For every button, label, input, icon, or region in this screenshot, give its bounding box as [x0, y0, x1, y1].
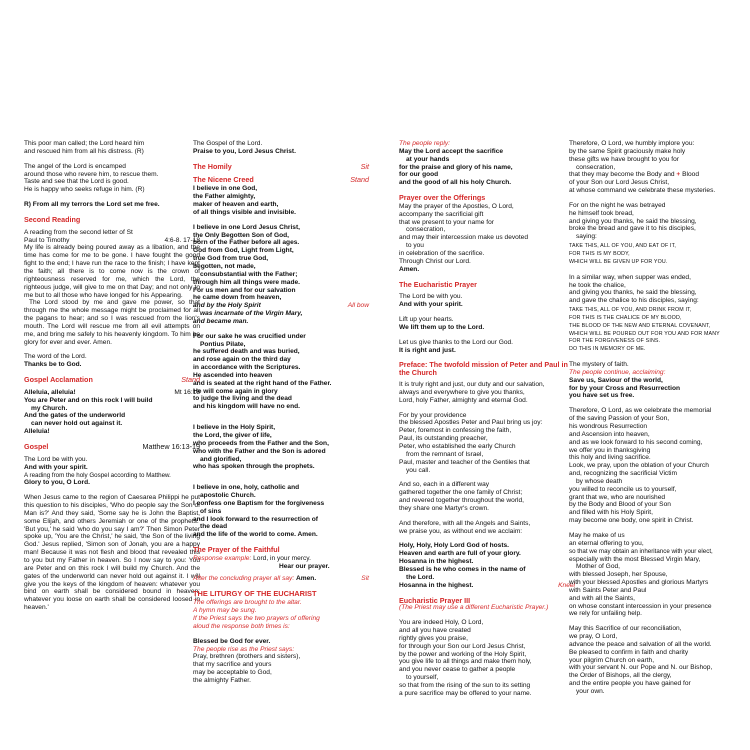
reading-citation [24, 229, 200, 245]
text-line: and the good of all his holy Church. [399, 179, 512, 187]
text-line: DO THIS IN MEMORY OF ME. [569, 346, 646, 353]
dialogue-response: And with your spirit. [24, 463, 88, 471]
acclamation-save-us [569, 377, 745, 401]
creed-paragraph-1 [193, 185, 369, 216]
reading-reference: 4:6-8. 17-18 [164, 236, 200, 244]
text-line: and glorified, [200, 455, 242, 463]
sign-of-cross-icon: + [676, 171, 681, 179]
text-line: who proceeds from the Father and the Son, [193, 439, 329, 447]
prayer-3-rubric: (The Priest may use a different Eucharistic Prayer.) [399, 604, 549, 612]
alleluia-reference: Mt 16:18 [174, 388, 200, 396]
text-line: who has spoken through the prophets. [193, 463, 315, 471]
text-line: Blessed is he who comes in the name of [399, 565, 526, 573]
prayer-3-heading: Eucharistic Prayer III [399, 595, 471, 605]
text-line: FOR THIS IS THE CHALICE OF MY BLOOD, [569, 314, 682, 321]
text-line: Pontius Pilate, [200, 340, 246, 348]
reading-paragraph-1: My life is already being poured away as a libation, and the time has come for me to be gone. I have fought the good fight to the end; I have run the race to the finish; I have kept the faith; all there is to come now is the crown of righteousness reserved for me, which the Lord, the righteous judge, will give to me on that Day; and not only to me but to all those who have longed for his Appearing. [24, 244, 200, 299]
institution-chalice [569, 274, 745, 305]
creed-incarnation [193, 310, 369, 326]
words-of-consecration-chalice [569, 307, 745, 354]
creed-paragraph-2 [193, 224, 369, 302]
institution-bread [569, 202, 745, 241]
text-line: This poor man called; the Lord heard him [24, 140, 145, 147]
text-line: and gave the chalice to his disciples, saying: [569, 297, 699, 305]
text-line: It is truly right and just, our duty and our salvation, [399, 381, 545, 389]
reading-source: A reading from the second letter of St Paul to Timothy [24, 228, 133, 244]
text-line: around those who revere him, to rescue them. [24, 170, 159, 178]
text-line: saying: [576, 233, 597, 241]
words-of-consecration-bread [569, 243, 745, 267]
text-line: by whose death [576, 477, 623, 485]
text-line: can never hold out against it. [31, 420, 123, 428]
text-line: and rose again on the third day [193, 356, 291, 364]
text-line: He will come again in glory [193, 387, 278, 395]
text-line: so that from the rising of the sun to its setting [399, 681, 531, 689]
text-line: TAKE THIS, ALL OF YOU, AND EAT OF IT, [569, 243, 677, 250]
creed-heading-row [193, 176, 369, 184]
text-line: your pilgrim Church on earth, [569, 656, 655, 664]
text-line: by the power and working of the Holy Spirit, [399, 650, 527, 658]
preface-paragraph-2 [399, 412, 575, 475]
text-line: I believe in the Holy Spirit, [193, 424, 276, 432]
text-line: Therefore, O Lord, we humbly implore you: [569, 140, 695, 147]
text-line: and revered together throughout the world, [399, 497, 524, 505]
text-line: I confess one Baptism for the forgiveness [193, 499, 325, 507]
text-line: through him all things were made. [193, 278, 300, 286]
gospel-heading: Gospel [24, 442, 49, 451]
text-line: I believe in one, holy, catholic and [193, 484, 300, 492]
text-line: in celebration of the sacrifice. [399, 249, 485, 257]
text-line: rightly gives you praise, [399, 634, 468, 642]
text-line: the Order of Bishops, all the clergy, [569, 672, 672, 680]
text-line: and became man. [193, 317, 249, 325]
text-line: you give life to all things and make them holy, [399, 658, 532, 666]
after-prayer-rubric: After the concluding prayer all say: [193, 574, 295, 582]
people-reply-rubric: The people reply: [399, 140, 450, 147]
text-line: TAKE THIS, ALL OF YOU, AND DRINK FROM IT, [569, 307, 692, 314]
text-line: aloud the response both times is: [193, 622, 290, 630]
text-line: Hosanna in the highest. [399, 558, 474, 566]
may-lord-accept [399, 148, 575, 187]
second-reading-heading: Second Reading [24, 214, 81, 224]
text-line: consubstantial with the Father; [200, 270, 298, 278]
text-line: the dead [200, 523, 228, 531]
dialogue-line: Lift up your hearts. [399, 316, 454, 324]
text-line: a pure sacrifice may be offered to your name. [399, 689, 532, 697]
text-line: who with the Father and the Son is adored [193, 447, 326, 455]
amen: Amen. [296, 574, 317, 582]
alleluia-row [24, 389, 200, 397]
text-line: the Only Begotten Son of God, [193, 231, 289, 239]
text-line: And so, each in a different way [399, 481, 490, 489]
text-line: WHICH WILL BE POURED OUT FOR YOU AND FOR MANY [569, 330, 720, 337]
creed-paragraph-5 [193, 484, 369, 539]
homily-heading: The Homily [193, 161, 232, 171]
text-line: and the entire people you have gained for [569, 680, 691, 688]
hosanna: Hosanna in the highest. [399, 581, 474, 589]
text-line: in accordance with the Scriptures. [193, 364, 301, 372]
text-line: for the praise and glory of his name, [399, 163, 513, 171]
text-line: we pray, O Lord, [569, 633, 618, 641]
text-line: from the remnant of Israel, [406, 450, 484, 458]
text-line: was incarnate of the Virgin Mary, [200, 310, 303, 318]
text-line: born of the Father before all ages. [193, 239, 300, 247]
text-line: at your hands [406, 155, 450, 163]
text-line: for through your Son our Lord Jesus Christ, [399, 642, 526, 650]
text-line: may become one body, one spirit in Christ. [569, 517, 694, 525]
word-of-lord: The word of the Lord. [24, 353, 87, 361]
text-line: For by your providence [399, 411, 467, 419]
text-line: Pray, brethren (brothers and sisters), [193, 653, 301, 661]
text-line: his wondrous Resurrection [569, 423, 648, 430]
text-line: WHICH WILL BE GIVEN UP FOR YOU. [569, 258, 668, 265]
anamnesis [569, 407, 745, 525]
thanks-response: Thanks be to God. [24, 361, 82, 369]
acclamation-heading: Gospel Acclamation [24, 375, 93, 385]
text-line: and rescued him from all his distress. (R) [24, 147, 144, 155]
text-line: accompany the sacrificial gift [399, 210, 484, 218]
dialogue-response: And with your spirit. [399, 301, 463, 309]
text-line: and the life of the world to come. Amen. [193, 531, 318, 539]
text-line: He is happy who seeks refuge in him. (R) [24, 186, 145, 194]
text-line: And the gates of the underworld [24, 412, 126, 420]
gospel-of-lord: The Gospel of the Lord. [193, 140, 263, 147]
text-line: by the Body and Blood of your Son [569, 501, 671, 509]
text-line: May he make of us [569, 531, 625, 539]
text-line: grant that we, who are nourished [569, 493, 666, 501]
text-line: the Lord. [406, 573, 435, 581]
text-line: Look, we pray, upon the oblation of your Church [569, 462, 709, 470]
column-1 [24, 140, 200, 612]
text-line: For on the night he was betrayed [569, 201, 666, 209]
homily-heading-row [193, 163, 369, 171]
offerings-heading: Prayer over the Offerings [399, 193, 486, 203]
text-line: of your Son our Lord Jesus Christ, [569, 179, 670, 187]
text-line: with your blessed Apostles and glorious Martyrs [569, 579, 709, 587]
text-line: that they may become the Body and + Blood [569, 171, 699, 179]
intercession-church [569, 625, 745, 696]
text-line: this holy and living sacrifice. [569, 454, 651, 462]
text-line: to you [406, 242, 424, 250]
text-line: he came down from heaven, [193, 294, 282, 302]
text-line: and may their intercession make us devoted [399, 234, 529, 242]
text-line: May this Sacrifice of our reconciliation, [569, 625, 682, 633]
text-line: to yourself, [406, 674, 439, 682]
dialogue-response: It is right and just. [399, 346, 456, 354]
text-line: Heaven and earth are full of your glory. [399, 550, 521, 558]
offerings-rubric [193, 599, 369, 630]
text-line: and as we look forward to his second coming, [569, 438, 703, 446]
prayer-3-text [399, 619, 575, 697]
text-line: especially with the most Blessed Virgin Mary, [569, 555, 701, 563]
text-line: You are Peter and on this rock I will build [24, 396, 153, 404]
text-line: THE BLOOD OF THE NEW AND ETERNAL COVENANT, [569, 322, 711, 329]
text-line: He ascended into heaven [193, 371, 273, 379]
text-line: your own. [576, 688, 605, 695]
text-line: May the prayer of the Apostles, O Lord, [399, 202, 514, 210]
text-line: consecration, [576, 163, 616, 171]
acclamation-heading-row [24, 376, 200, 384]
posture-sit: Sit [361, 574, 369, 582]
posture-stand: Stand [350, 174, 369, 184]
text-line: Through Christ our Lord. [399, 257, 471, 265]
text-line: A hymn may be sung. [193, 607, 257, 615]
text-line: so that we may obtain an inheritance with your elect, [569, 547, 713, 555]
people-rise-rubric: The people rise as the Priest says: [193, 645, 295, 653]
posture-stand: Stand [181, 375, 200, 385]
pray-brethren [193, 653, 369, 684]
text-line: and with all the Saints, [569, 594, 635, 602]
text-line: for by your Cross and Resurrection [569, 384, 681, 392]
creed-paragraph-3 [193, 333, 369, 411]
blessed-response: Blessed be God for ever. [193, 637, 271, 645]
text-line: FOR THIS IS MY BODY, [569, 250, 630, 257]
text-line: of sins [200, 507, 222, 515]
column-2 [193, 140, 369, 685]
text-line: with blessed Joseph, her Spouse, [569, 571, 668, 579]
text-line: you have set us free. [569, 392, 635, 400]
dialogue-line: The Lord be with you. [24, 455, 88, 463]
text-line: he suffered death and was buried, [193, 348, 300, 356]
preface-paragraph-3 [399, 481, 575, 512]
text-line: You are indeed Holy, O Lord, [399, 619, 484, 627]
text-line: and by the Holy Spirit [193, 302, 261, 310]
gospel-reference: Matthew 16:13-19 [142, 442, 200, 451]
preface-heading: Preface: The twofold mission of Peter and Paul in the Church [399, 360, 568, 378]
mystery-of-faith: The mystery of faith. [569, 361, 629, 369]
text-line: you willed to reconcile us to yourself, [569, 485, 677, 493]
psalm-verse-1 [24, 140, 200, 156]
hosanna-row [399, 582, 575, 590]
text-line: For us men and for our salvation [193, 286, 296, 294]
faithful-heading: The Prayer of the Faithful [193, 545, 280, 555]
text-line: I believe in one Lord Jesus Christ, [193, 223, 300, 231]
text-line: for our good [399, 171, 439, 179]
text-line: For our sake he was crucified under [193, 332, 306, 340]
posture-bow: All bow [347, 302, 369, 310]
posture-sit: Sit [360, 161, 369, 171]
text-line: of the saving Passion of your Son, [569, 415, 670, 423]
preface-paragraph-1 [399, 381, 575, 405]
response-answer: Hear our prayer. [279, 562, 330, 570]
dialogue-response: We lift them up to the Lord. [399, 323, 485, 331]
text-line: that we present to your name for [399, 218, 494, 226]
text-line: and Ascension into heaven, [569, 430, 650, 438]
text-line: Alleluia! [24, 428, 50, 436]
text-line: broke the bread and gave it to his disciples, [569, 225, 696, 233]
text-line: Therefore, O Lord, as we celebrate the memorial [569, 407, 712, 415]
text-line: you call. [406, 466, 431, 474]
text-line: and is seated at the right hand of the Father. [193, 379, 332, 387]
creed-bow-row [193, 302, 369, 310]
text-line: the blessed Apostles Peter and Paul bring us joy: [399, 419, 543, 427]
text-line: I believe in one God, [193, 185, 258, 193]
column-4 [569, 140, 745, 696]
text-line: Peter, who established the early Church [399, 443, 516, 450]
text-line: and, recognizing the sacrificial Victim [569, 470, 677, 478]
text-line: my Church. [31, 404, 68, 412]
gospel-announcement: A reading from the holy Gospel according to Matthew. [24, 471, 171, 479]
text-line: at whose command we celebrate these mysteries. [569, 187, 716, 195]
text-line: these gifts we have brought to you for [569, 155, 679, 163]
text-line: consecration, [406, 226, 446, 234]
liturgy-heading: THE LITURGY OF THE EUCHARIST [193, 588, 317, 598]
text-line: The offerings are brought to the altar. [193, 599, 302, 607]
text-line: he himself took bread, [569, 209, 634, 217]
text-line: Peter, foremost in confessing the faith, [399, 427, 512, 435]
text-line: In a similar way, when supper was ended, [569, 273, 691, 281]
text-line: If the Priest says the two prayers of offering [193, 615, 320, 623]
text-line: with your servant N. our Pope and N. our Bishop, [569, 664, 713, 672]
text-line: by the same Spirit graciously make holy [569, 147, 686, 155]
text-line: may be acceptable to God, [193, 669, 272, 677]
text-line: we rely for unfailing help. [569, 610, 642, 618]
reading-paragraph-2: The Lord stood by me and gave me power, so that through me the whole message might be proclaimed for all the pagans to hear; and so I was rescued from the lion's mouth. The Lord will rescue me from all evil attempts on me, and bring me safely to his heavenly kingdom. To him be glory for ever and ever. Amen. [24, 299, 200, 346]
psalm-verse-2 [24, 163, 200, 194]
text-line: and his kingdom will have no end. [193, 403, 300, 411]
after-prayer-row [193, 575, 369, 583]
preface-paragraph-4 [399, 520, 575, 536]
people-continue-rubric: The people continue, acclaiming: [569, 368, 666, 376]
text-line: Paul, its outstanding preacher, [399, 435, 488, 443]
text-line: and giving you thanks, he said the blessing, [569, 289, 697, 297]
text-line: true God from true God, [193, 255, 269, 263]
text-line: of all things visible and invisible. [193, 208, 296, 216]
response-label: Response example: [193, 554, 252, 562]
dialogue-line: The Lord be with you. [399, 293, 463, 301]
text-line: the Lord, the giver of life, [193, 432, 272, 439]
text-line: Lord, holy Father, almighty and eternal God. [399, 396, 528, 404]
acclamation-verse [24, 397, 200, 436]
text-line: he took the chalice, [569, 281, 626, 289]
dialogue-line: Let us give thanks to the Lord our God. [399, 338, 513, 346]
amen: Amen. [399, 265, 420, 273]
intercession-saints [569, 532, 745, 618]
text-line: apostolic Church. [200, 492, 256, 500]
psalm-response: R) From all my terrors the Lord set me free. [24, 201, 160, 209]
gospel-heading-row [24, 443, 200, 451]
text-line: Holy, Holy, Holy Lord God of hosts. [399, 542, 510, 550]
text-line: Be pleased to confirm in faith and charity [569, 648, 689, 656]
creed-paragraph-4 [193, 424, 369, 471]
text-line: The angel of the Lord is encamped [24, 162, 126, 170]
text-line: they share one Martyr's crown. [399, 504, 489, 512]
column-3 [399, 140, 575, 698]
text-line: FOR THE FORGIVENESS OF SINS. [569, 338, 661, 345]
text-line: Mother of God, [576, 563, 620, 571]
text-line: gathered together the one family of Christ; [399, 489, 523, 497]
text-line: May the Lord accept the sacrifice [399, 147, 504, 155]
dialogue-response: Glory to you, O Lord. [24, 479, 90, 487]
text-line: God from God, Light from Light, [193, 247, 294, 255]
text-line: and you never cease to gather a people [399, 666, 516, 674]
text-line: always and everywhere to give you thanks, [399, 388, 525, 396]
eucharistic-heading: The Eucharistic Prayer [399, 279, 477, 289]
praise-response: Praise to you, Lord Jesus Christ. [193, 147, 296, 155]
response-example [193, 555, 369, 563]
text-line: and giving you thanks, he said the blessing, [569, 217, 697, 225]
text-line: Paul, master and teacher of the Gentiles that [399, 458, 530, 466]
response-call: Lord, in your mercy. [253, 554, 311, 562]
text-line: and I look forward to the resurrection of [193, 515, 318, 523]
text-line: begotten, not made, [193, 262, 256, 270]
text-line: to judge the living and the dead [193, 395, 292, 403]
text-line: advance the peace and salvation of all the world. [569, 640, 712, 648]
text-line: on whose constant intercession in your presence [569, 602, 712, 610]
alleluia: Alleluia, alleluia! [24, 388, 76, 396]
text-line: And therefore, with all the Angels and Saints, [399, 519, 531, 527]
creed-heading: The Nicene Creed [193, 174, 254, 184]
sanctus [399, 542, 575, 581]
epiclesis [569, 140, 745, 195]
text-line: the Father almighty, [193, 193, 256, 201]
text-line: Taste and see that the Lord is good. [24, 178, 129, 186]
text-line: the almighty Father. [193, 676, 251, 684]
text-line: we praise you, as without end we acclaim: [399, 527, 523, 535]
gospel-text: When Jesus came to the region of Caesarea Philippi he put this question to his disciples, 'Who do people say the Son of Man is?' And they said, 'Some say he is John the Baptist, some Elijah, and others Jeremiah or one of the prophets.' 'But you,' he said 'who do you say I am?' Then Simon Peter spoke up, 'You are the Christ,' he said, 'the Son of the living God.' Jesus replied, 'Simon son of Jonah, you are a happy man! Because it was not flesh and blood that revealed this to you but my Father in heaven. So I now say to you: You are Peter and on this rock I will build my Church. And the gates of the underworld can never hold out against it. I will give you the keys of the kingdom of heaven: whatever you bind on earth shall be considered bound in heaven; whatever you loose on earth shall be considered loosed in heaven.' [24, 494, 200, 612]
text-line: and filled with his Holy Spirit, [569, 509, 653, 517]
text-line: that my sacrifice and yours [193, 661, 272, 669]
text-line: Save us, Saviour of the world, [569, 376, 663, 384]
text-line: with Saints Peter and Paul [569, 586, 647, 594]
posture-kneel: Kneel [558, 581, 575, 589]
text-line: an eternal offering to you, [569, 539, 644, 547]
text-line: and all you have created [399, 627, 471, 635]
text-line: we offer you in thanksgiving [569, 446, 651, 454]
text-line: maker of heaven and earth, [193, 201, 279, 209]
offerings-prayer [399, 203, 575, 266]
